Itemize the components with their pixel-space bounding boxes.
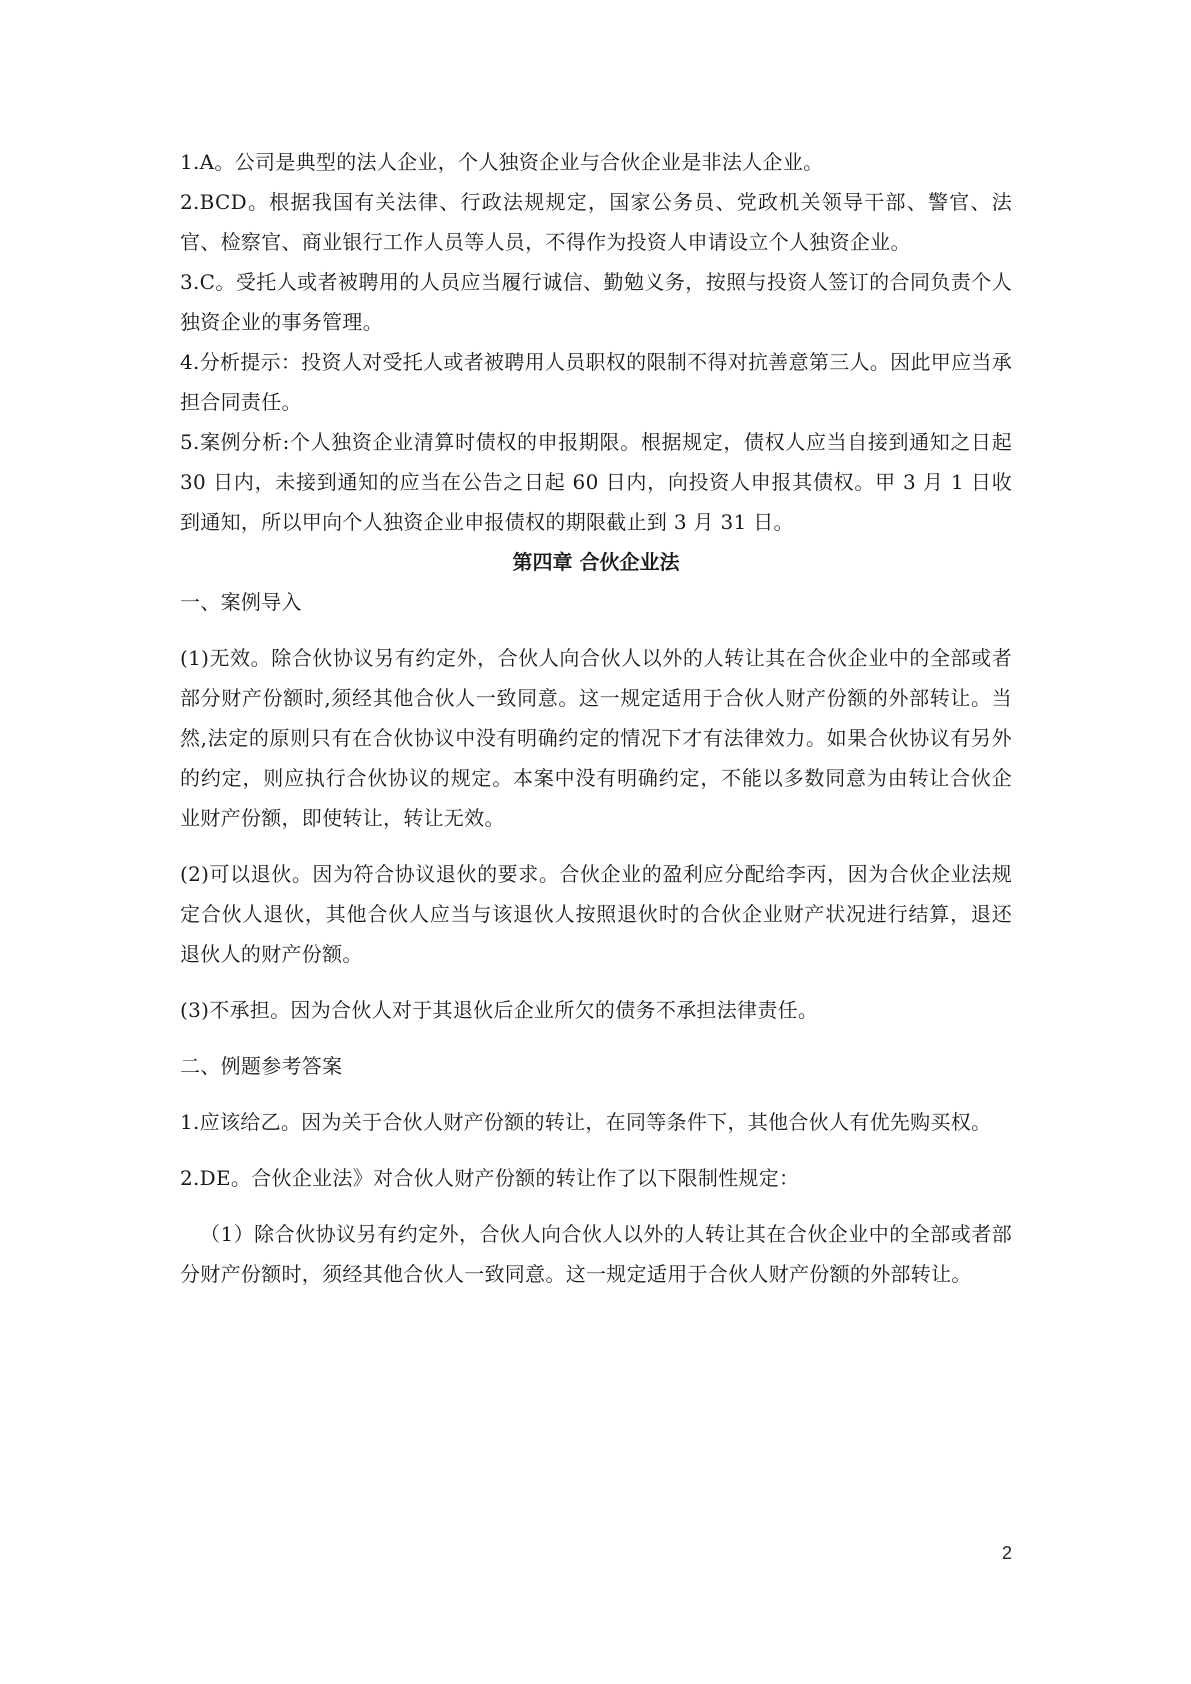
- answer-ch3-3: 3.C。受托人或者被聘用的人员应当履行诚信、勤勉义务，按照与投资人签订的合同负责个人独资企业的事务管理。: [180, 270, 1012, 334]
- example-answer-2-item-1: （1）除合伙协议另有约定外，合伙人向合伙人以外的人转让其在合伙企业中的全部或者部分财产份额时，须经其他合伙人一致同意。这一规定适用于合伙人财产份额的外部转让。: [180, 1222, 1012, 1286]
- example-answer-2: 2.DE。合伙企业法》对合伙人财产份额的转让作了以下限制性规定：: [180, 1166, 800, 1190]
- answer-ch3-4: 4.分析提示：投资人对受托人或者被聘用人员职权的限制不得对抗善意第三人。因此甲应当承担合同责任。: [180, 350, 1012, 414]
- section-heading-example-answers: 二、例题参考答案: [180, 1054, 343, 1078]
- case-answer-1: (1)无效。除合伙协议另有约定外，合伙人向合伙人以外的人转让其在合伙企业中的全部或者部分财产份额时,须经其他合伙人一致同意。这一规定适用于合伙人财产份额的外部转让。当然,法定的原则只有在合伙协议中没有明确约定的情况下才有法律效力。如果合伙协议有另外的约定，则应执行合伙协议的规定。本案中没有明确约定，不能以多数同意为由转让合伙企业财产份额，即使转让，转让无效。: [180, 646, 1012, 830]
- page-number: 2: [1002, 1543, 1013, 1563]
- answer-ch3-5: 5.案例分析:个人独资企业清算时债权的申报期限。根据规定，债权人应当自接到通知之日起 30 日内，未接到通知的应当在公告之日起 60 日内，向投资人申报其债权。甲 3 月 1 日收到通知，所以甲向个人独资企业申报债权的期限截止到 3 月 31 日。: [180, 430, 1012, 534]
- chapter-title: 第四章 合伙企业法: [512, 550, 680, 574]
- example-answer-1: 1.应该给乙。因为关于合伙人财产份额的转让，在同等条件下，其他合伙人有优先购买权。: [180, 1110, 992, 1134]
- case-answer-3: (3)不承担。因为合伙人对于其退伙后企业所欠的债务不承担法律责任。: [180, 998, 819, 1022]
- answer-ch3-2: 2.BCD。根据我国有关法律、行政法规规定，国家公务员、党政机关领导干部、警官、法官、检察官、商业银行工作人员等人员，不得作为投资人申请设立个人独资企业。: [180, 190, 1012, 254]
- section-heading-case-intro: 一、案例导入: [180, 590, 302, 614]
- case-answer-2: (2)可以退伙。因为符合协议退伙的要求。合伙企业的盈利应分配给李丙，因为合伙企业法规定合伙人退伙，其他合伙人应当与该退伙人按照退伙时的合伙企业财产状况进行结算，退还退伙人的财产份额。: [180, 862, 1012, 966]
- answer-ch3-1: 1.A。公司是典型的法人企业，个人独资企业与合伙企业是非法人企业。: [180, 150, 824, 174]
- document-body: [180, 142, 1012, 1294]
